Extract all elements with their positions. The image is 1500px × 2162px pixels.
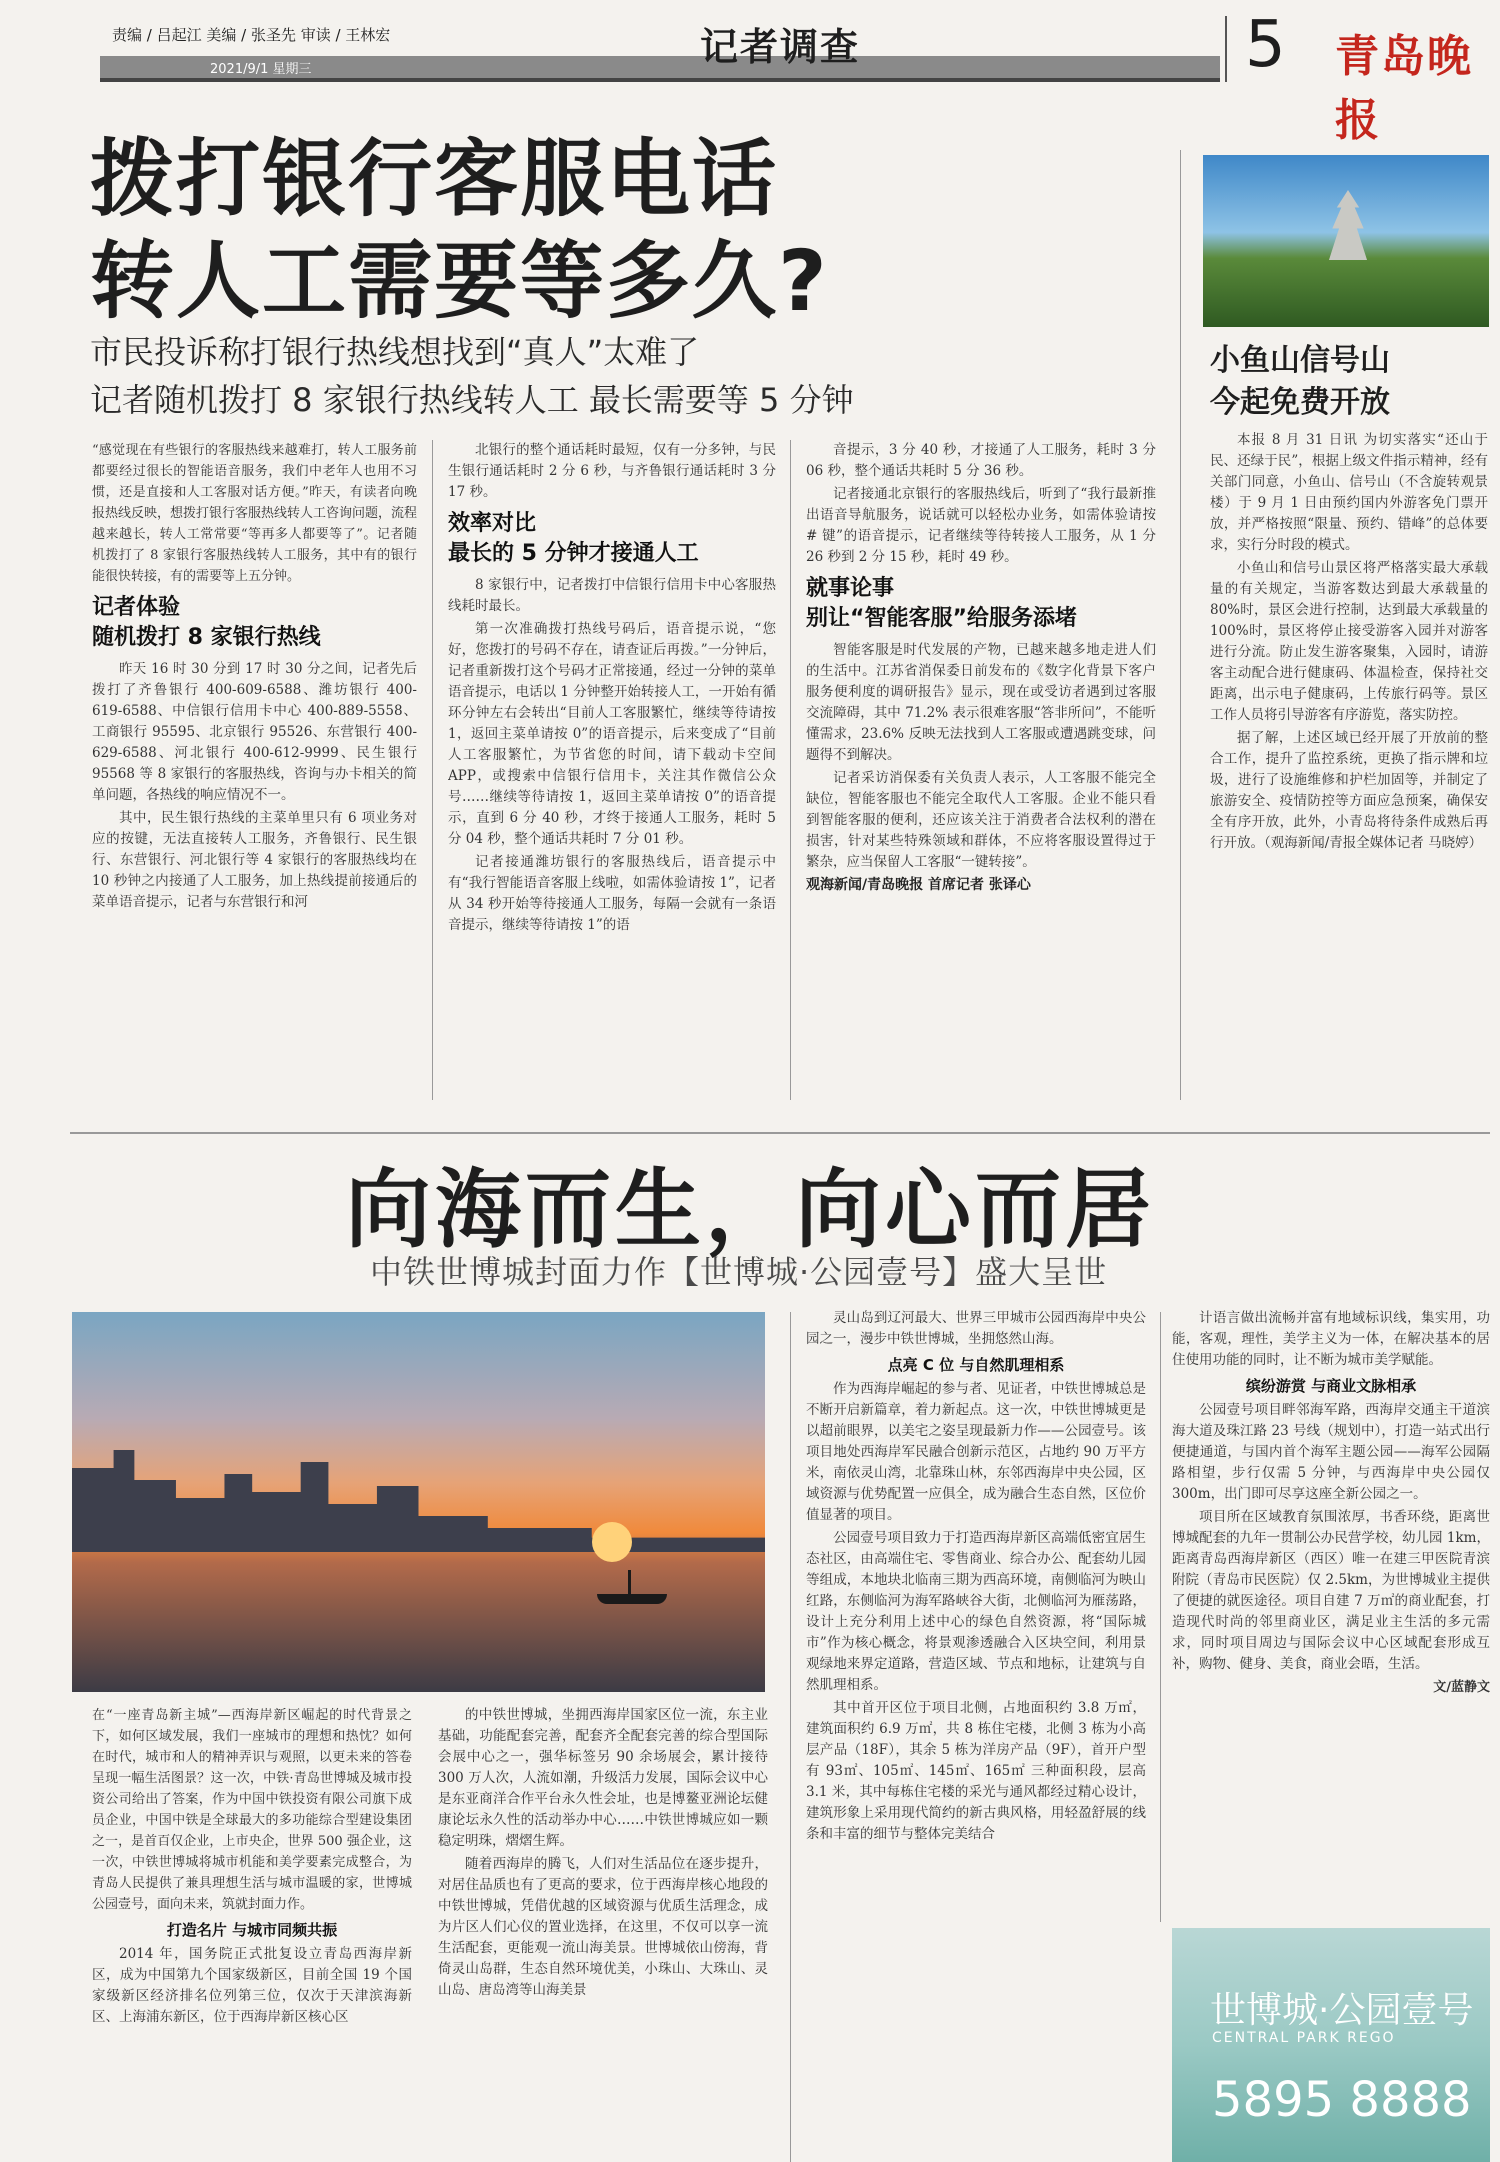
- story2-column-1: [92, 1705, 412, 2162]
- ad-english-name: CENTRAL PARK REGO: [1212, 2030, 1396, 2046]
- story1-column-1: [92, 440, 417, 1100]
- story1-column-3: [806, 440, 1156, 1100]
- section-title: 记者调查: [700, 25, 861, 69]
- sunset-photo: [72, 1312, 765, 1692]
- story2-col2-para: 的中铁世博城，坐拥西海岸国家区位一流，东主业基础，功能配套完善，配套齐全配套完善的综合型国际会展中心之一，强华标签另 90 余场展会，累计接待 300 万人次，人流如潮，升级活力发展，国际会议中心是东亚商洋合作平台永久性会址，也是博鳌亚洲论坛健康论坛永久性的活动举办中心……中铁世博城应如一颗稳定明珠，熠熠生辉。: [438, 1707, 768, 1849]
- story1-subhead-line2: 记者随机拨打 8 家银行热线转人工 最长需要等 5 分钟: [90, 381, 854, 419]
- story1-col2-para: 8 家银行中，记者拨打中信银行信用卡中心客服热线耗时最长。: [448, 577, 776, 614]
- boat-mast: [628, 1570, 631, 1596]
- story1-col1-para: 其中，民生银行热线的主菜单里只有 6 项业务对应的按键，无法直接转人工服务，齐鲁银行、民生银行、东营银行、河北银行等 4 家银行的客服热线均在 10 秒钟之内接通了人工服务，加上热线提前接通后的菜单语音提示，记者与东营银行和河: [92, 810, 417, 910]
- story1-col2-para: 北银行的整个通话耗时最短，仅有一分多钟，与民生银行通话耗时 2 分 6 秒，与齐鲁银行通话耗时 3 分 17 秒。: [448, 442, 776, 500]
- column-divider: [790, 1312, 791, 2162]
- story1-subhead-1: 记者体验 随机拨打 8 家银行热线: [92, 595, 321, 650]
- column-divider: [1160, 1312, 1161, 1922]
- story1-col1-para: 昨天 16 时 30 分到 17 时 30 分之间，记者先后拨打了齐鲁银行 400-609-6588、潍坊银行 400-619-6588、中信银行信用卡中心 400-889-5558、工商银行 95595、北京银行 95526、东营银行 400-629-6588、河北银行 400-612-9999、民生银行 95568 等 8 家银行的客服热线，咨询与办卡相关的简单问题，各热线的响应情况不一。: [92, 661, 417, 803]
- story1-col2-para: 记者接通潍坊银行的客服热线后，语音提示中有“我行智能语音客服上线啦，如需体验请按 1”，记者从 34 秒开始等待接通人工服务，每隔一会就有一条语音提示，继续等待请按 1”的语: [448, 854, 776, 933]
- story2-intro: 在“一座青岛新主城”—西海岸新区崛起的时代背景之下，如何区域发展，我们一座城市的理想和热忱？如何在时代，城市和人的精神弄识与观照，以更未来的答卷呈现一幅生活图景？这一次，中铁·青岛世博城及城市投资公司给出了答案，作为中国中铁投资有限公司旗下成员企业，中国中铁是全球最大的多功能综合型建设集团之一，是首百仅企业，上市央企，世界 500 强企业，这一次，中铁世博城将城市机能和美学要素完成整合，为青岛人民提供了兼具理想生活与城市温暖的家，世博城公园壹号，面向未来，筑就封面力作。: [92, 1708, 412, 1912]
- header-divider: [1225, 16, 1227, 82]
- story1-headline: [90, 128, 829, 332]
- column-divider: [432, 440, 433, 1100]
- story1-headline-line1: 拨打银行客服电话: [90, 130, 779, 228]
- boat-shape: [597, 1594, 667, 1604]
- ad-phone-number: 5895 8888: [1212, 2072, 1472, 2128]
- column-divider: [790, 440, 791, 1100]
- story2-col2-para: 随着西海岸的腾飞，人们对生活品位在逐步提升，对居住品质也有了更高的要求，位于西海岸核心地段的中铁世博城，凭借优越的区域资源与优质生活理念，成为片区人们心仪的置业选择，在这里，不仅可以享一流生活配套，更能观一流山海美景。世博城依山傍海，背倚灵山岛群，生态自然环境优美，小珠山、大珠山、灵山岛、唐岛湾等山海美景: [438, 1856, 768, 1998]
- story1-col2-para: 第一次准确拨打热线号码后，语音提示说，“您好，您拨打的号码不存在，请查证后再拨。”一分钟后，记者重新拨打这个号码才正常接通，经过一分钟的菜单语音提示，电话以 1 分钟整开始转接人工，一开始有循环分钟左右会转出“目前人工客服繁忙，继续等待请按 1，返回主菜单请按 0”的语音提示，后来变成了“目前人工客服繁忙，为节省您的时间，请下载动卡空间 APP，或搜索中信银行信用卡，关注其作微信公众号……继续等待请按 1，返回主菜单请按 0”的语音提示，直到 6 分 40 秒，才终于接通人工服务，耗时 5 分 04 秒，整个通话共耗时 7 分 01 秒。: [448, 621, 776, 847]
- story2-col4-para: 计语言做出流畅并富有地域标识线，集实用，功能，客观，理性，美学主义为一体，在解决基本的居住使用功能的同时，让不断为城市美学赋能。: [1172, 1310, 1490, 1368]
- sidebar-column: [1210, 430, 1488, 1100]
- sidebar-title-line1: 小鱼山信号山: [1210, 343, 1390, 378]
- story2-col3-para: 作为西海岸崛起的参与者、见证者，中铁世博城总是不断开启新篇章，着力新起点。这一次，中铁世博城更是以超前眼界，以美宅之姿呈现最新力作——公园壹号。该项目地处西海岸军民融合创新示范区，占地约 90 万平方米，南依灵山湾，北靠珠山林，东邻西海岸中央公园，区域资源与优势配置一应俱全，成为融合生态自然，区位价值显著的项目。: [806, 1381, 1146, 1523]
- header-rule: [100, 78, 1220, 82]
- story1-col3-para: 记者接通北京银行的客服热线后，听到了“我行最新推出语音导航服务，说话就可以轻松办业务，如需体验请按 # 键”的语音提示，记者继续等待转接人工服务，从 1 分 26 秒到 2 分 15 秒，耗时 49 秒。: [806, 486, 1156, 565]
- sidebar-para: 本报 8 月 31 日讯 为切实落实“还山于民、还绿于民”，根据上级文件指示精神，经有关部门同意，小鱼山、信号山（不含旋转观景楼）于 9 月 1 日由预约国内外游客免门票开放，并严格按照“限量、预约、错峰”的总体要求，实行分时段的模式。: [1210, 432, 1488, 553]
- ad-project-name: 世博城·公园壹号: [1210, 1990, 1474, 2031]
- story2-subhead-a: 打造名片 与城市同频共振: [166, 1921, 338, 1939]
- story1-subhead-3: 就事论事 别让“智能客服”给服务添堵: [806, 576, 1077, 631]
- story1-col3-para: 音提示，3 分 40 秒，才接通了人工服务，耗时 3 分 06 秒，整个通话共耗时 5 分 36 秒。: [806, 442, 1156, 479]
- newspaper-logo: 青岛晚报: [1335, 31, 1473, 146]
- story1-subhead: [90, 328, 854, 424]
- story1-byline: 观海新闻/青岛晚报 首席记者 张译心: [806, 877, 1031, 893]
- xinhaoshan-photo: [1203, 155, 1489, 327]
- story2-col3-para: 其中首开区位于项目北侧，占地面积约 3.8 万㎡，建筑面积约 6.9 万㎡，共 8 栋住宅楼，北侧 3 栋为小高层产品（18F），其余 5 栋为洋房产品（9F），首开户型有 93㎡、105㎡、145㎡、165㎡ 三种面积段，层高 3.1 米，其中每栋住宅楼的采光与通风都经过精心设计，建筑形象上采用现代简约的新古典风格，用轻盈舒展的线条和丰富的细节与整体完美结合: [806, 1700, 1146, 1842]
- page-number: 5: [1245, 8, 1286, 82]
- story1-subhead-2: 效率对比 最长的 5 分钟才接通人工: [448, 511, 699, 566]
- story2-col3-para: 灵山岛到辽河最大、世界三甲城市公园西海岸中央公园之一，漫步中铁世博城，坐拥悠然山海。: [806, 1310, 1146, 1347]
- story2-subhead-c: 缤纷游赏 与商业文脉相承: [1245, 1377, 1417, 1395]
- story2-headline: 向海而生，向心而居: [345, 1160, 1155, 1260]
- story1-subhead-line1: 市民投诉称打银行热线想找到“真人”太难了: [90, 333, 700, 371]
- header-credits: 责编 / 吕起江 美编 / 张圣先 审读 / 王林宏: [112, 26, 391, 44]
- story2-column-4: [1172, 1308, 1490, 1920]
- story1-col3-para: 智能客服是时代发展的产物，已越来越多地走进人们的生活中。江苏省消保委日前发布的《数字化背景下客户服务便利度的调研报告》显示，现在或受访者遇到过客服交流障碍，其中 71.2% 表示很难客服“答非所问”，不能听懂需求，23.6% 反映无法找到人工客服或遭遇跳变球，问题得不到解决。: [806, 642, 1156, 763]
- column-divider: [1180, 150, 1181, 1100]
- sidebar-para: 据了解，上述区域已经开展了开放前的整合工作，提升了监控系统，更换了指示牌和垃圾，进行了设施维修和护栏加固等，并制定了旅游安全、疫情防控等方面应急预案，确保安全有序开放，此外，小青岛将待条件成熟后再行开放。（观海新闻/青报全媒体记者 马晓婷）: [1210, 730, 1488, 851]
- story2-author: 文/蓝静文: [1433, 1680, 1490, 1695]
- story1-col3-para: 记者采访消保委有关负责人表示，人工客服不能完全缺位，智能客服也不能完全取代人工客服。企业不能只看到智能客服的便利，还应该关注于消费者合法权利的潜在损害，针对某些特殊领域和群体，不应将客服设置得过于繁杂，应当保留人工客服“一键转接”。: [806, 770, 1156, 870]
- story2-column-3: [806, 1308, 1146, 2162]
- story2-subhead-b: 点亮 C 位 与自然肌理相系: [887, 1356, 1065, 1374]
- sidebar-para: 小鱼山和信号山景区将严格落实最大承载量的有关规定，当游客数达到最大承载量的 80%时，景区会进行控制，达到最大承载量的 100%时，景区将停止接受游客入园并对游客进行分流。防止发生游客聚集，入园时，请游客主动配合进行健康码、体温检查，保持社交距离，出示电子健康码，上传旅行码等。景区工作人员将引导游客有序游览，落实防控。: [1210, 560, 1488, 723]
- story2-col4-para: 项目所在区域教育氛围浓厚，书香环绕，距离世博城配套的九年一贯制公办民营学校，幼儿园 1km，距离青岛西海岸新区（西区）唯一在建三甲医院青滨附院（青岛市民医院）仅 2.5km，为世博城业主提供了便捷的就医途径。项目自建 7 万㎡的商业配套，打造现代时尚的邻里商业区，满足业主生活的多元需求，同时项目周边与国际会议中心区域配套形成互补，购物、健身、美食，商业会晤，生活。: [1172, 1509, 1490, 1672]
- story1-intro: “感觉现在有些银行的客服热线来越难打，转人工服务前都要经过很长的智能语音服务，我们中老年人也用不习惯，还是直接和人工客服对话方便。”昨天，有读者向晚报热线反映，想拨打银行客服热线转人工咨询问题，流程越来越长，转人工常常要“等再多人都要等了”。记者随机拨打了 8 家银行客服热线转人工服务，其中有的银行能很快转接，有的需要等上五分钟。: [92, 443, 417, 584]
- pagoda-shape: [1320, 190, 1376, 260]
- story2-subheadline: 中铁世博城封面力作【世博城·公园壹号】盛大呈世: [370, 1253, 1108, 1291]
- sidebar-title-line2: 今起免费开放: [1210, 385, 1390, 420]
- city-skyline: [72, 1432, 765, 1552]
- story2-col4-para: 公园壹号项目畔邻海军路，西海岸交通主干道滨海大道及珠江路 23 号线（规划中），打造一站式出行便捷通道，与国内首个海军主题公园——海军公园隔路相望，步行仅需 5 分钟，与西海岸中央公园仅 300m，出门即可尽享这座全新公园之一。: [1172, 1402, 1490, 1502]
- story2-column-2: [438, 1705, 768, 2162]
- sun-shape: [592, 1522, 632, 1562]
- story1-headline-line2: 转人工需要等多久?: [90, 232, 829, 330]
- issue-date: 2021/9/1 星期三: [210, 62, 312, 77]
- story-divider: [70, 1132, 1490, 1134]
- story2-col3-para: 公园壹号项目致力于打造西海岸新区高端低密宜居生态社区，由高端住宅、零售商业、综合办公、配套幼儿园等组成，本地块北临南三期为西高环境，南侧临河为映山红路，东侧临河为海军路峡谷大街，北侧临河为雁荡路，设计上充分利用上述中心的绿色自然资源，将“国际城市”作为核心概念，将景观渗透融合入区块空间，利用景观绿地来界定道路，营造区域、节点和地标，让建筑与自然肌理相系。: [806, 1530, 1146, 1693]
- story1-column-2: [448, 440, 776, 1100]
- sidebar-title: [1210, 340, 1390, 424]
- story2-col1-para: 2014 年，国务院正式批复设立青岛西海岸新区，成为中国第九个国家级新区，目前全国 19 个国家级新区经济排名位列第三位，仅次于天津滨海新区、上海浦东新区，位于西海岸新区核心区: [92, 1946, 412, 2025]
